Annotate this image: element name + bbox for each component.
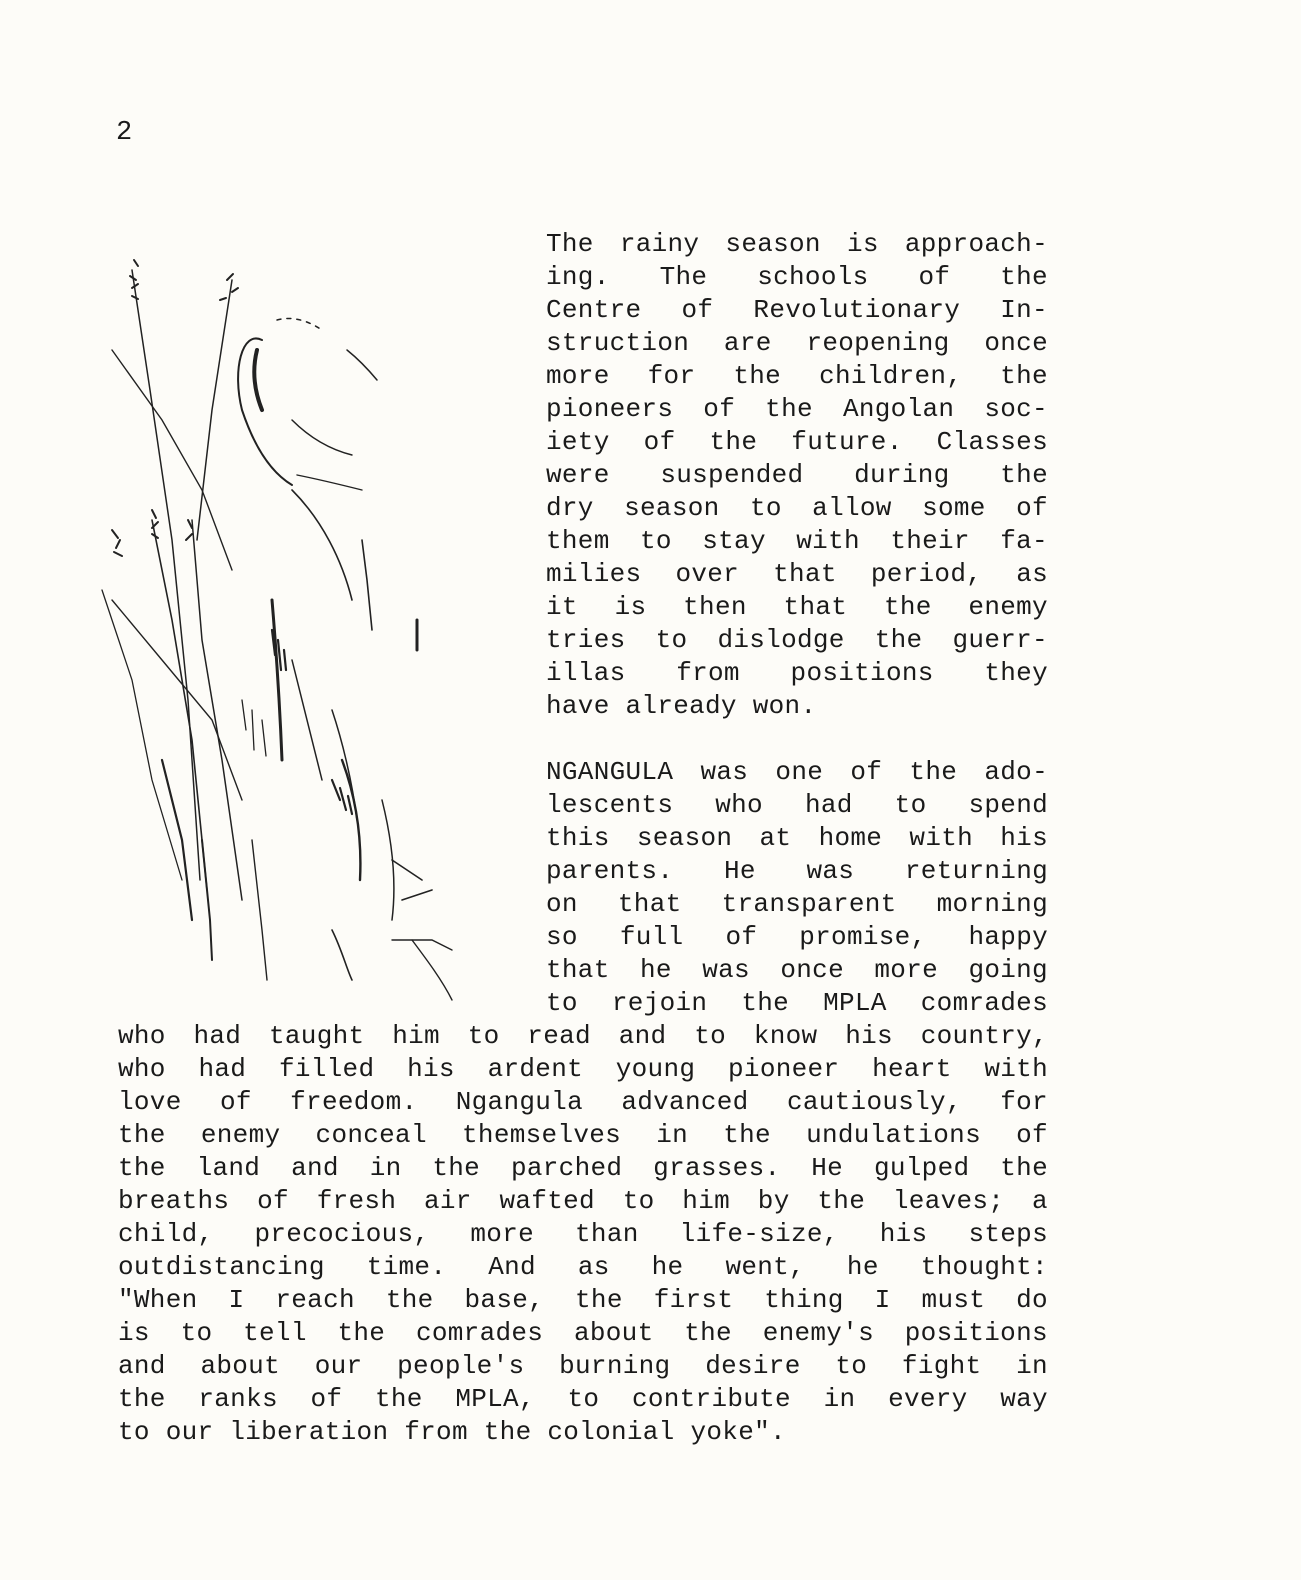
word: that bbox=[783, 592, 848, 622]
word: enemy bbox=[200, 1120, 281, 1150]
word: the bbox=[874, 625, 923, 655]
word: And bbox=[488, 1252, 536, 1282]
word: going bbox=[968, 955, 1048, 985]
word: to bbox=[640, 526, 672, 556]
word: they bbox=[984, 658, 1048, 688]
word: his bbox=[407, 1054, 455, 1084]
word: know bbox=[753, 1021, 818, 1051]
word: spend bbox=[968, 790, 1048, 820]
word: is bbox=[614, 592, 647, 622]
word: ing. bbox=[546, 262, 610, 292]
word: the bbox=[883, 592, 932, 622]
word: once bbox=[780, 955, 844, 985]
text-line bbox=[118, 1284, 1048, 1317]
word: He bbox=[723, 856, 756, 886]
text-line bbox=[546, 393, 1048, 426]
text-line bbox=[118, 1251, 1048, 1284]
word: one bbox=[775, 757, 824, 787]
word: ardent bbox=[487, 1054, 583, 1084]
word: lescents bbox=[546, 790, 674, 820]
word: that bbox=[617, 889, 682, 919]
text-line: have already won. bbox=[546, 691, 817, 721]
word: reopening bbox=[806, 328, 950, 358]
word: transparent bbox=[721, 889, 897, 919]
text-line bbox=[546, 822, 1048, 855]
word: Ngangula bbox=[455, 1087, 583, 1117]
word: the bbox=[741, 988, 790, 1018]
word: to bbox=[694, 1021, 727, 1051]
word: of bbox=[850, 757, 883, 787]
word: the bbox=[118, 1384, 166, 1414]
word: He bbox=[811, 1153, 844, 1183]
word: precocious, bbox=[254, 1219, 430, 1249]
word: outdistancing bbox=[118, 1252, 325, 1282]
word: undulations bbox=[806, 1120, 981, 1150]
word: was bbox=[806, 856, 855, 886]
word: people's bbox=[397, 1351, 525, 1381]
word: parched bbox=[510, 1153, 623, 1183]
word: more bbox=[546, 361, 610, 391]
word: period, bbox=[870, 559, 983, 589]
text-line bbox=[118, 1383, 1048, 1416]
word: MPLA, bbox=[455, 1384, 535, 1414]
word: enemy bbox=[968, 592, 1048, 622]
text-line bbox=[546, 228, 1048, 261]
word: happy bbox=[968, 922, 1048, 952]
word: of bbox=[1016, 1120, 1048, 1150]
page-number: 2 bbox=[116, 118, 133, 148]
word: first bbox=[653, 1285, 734, 1315]
word: in bbox=[1016, 1351, 1048, 1381]
word: him bbox=[392, 1021, 440, 1051]
text-line bbox=[118, 1317, 1048, 1350]
word: stay bbox=[702, 526, 766, 556]
word: a bbox=[1032, 1186, 1048, 1216]
word: gulped bbox=[873, 1153, 970, 1183]
word: his bbox=[879, 1219, 928, 1249]
word: more bbox=[874, 955, 939, 985]
word: the bbox=[385, 1285, 434, 1315]
word: are bbox=[723, 328, 772, 358]
word: to bbox=[467, 1021, 500, 1051]
word: schools bbox=[757, 262, 869, 292]
word: freedom. bbox=[290, 1087, 418, 1117]
word: land bbox=[196, 1153, 261, 1183]
word: to bbox=[622, 1186, 655, 1216]
word: allow bbox=[812, 493, 892, 523]
text-line bbox=[546, 327, 1048, 360]
word: positions bbox=[790, 658, 934, 688]
word: and bbox=[291, 1153, 339, 1183]
word: home bbox=[818, 823, 883, 853]
word: that bbox=[546, 955, 610, 985]
word: life-size, bbox=[679, 1219, 839, 1249]
word: country, bbox=[920, 1021, 1048, 1051]
word: comrades bbox=[920, 988, 1048, 1018]
word: steps bbox=[968, 1219, 1048, 1249]
word: grasses. bbox=[653, 1153, 781, 1183]
word: had bbox=[198, 1054, 247, 1084]
word: taught bbox=[269, 1021, 365, 1051]
word: over bbox=[675, 559, 740, 589]
word: had bbox=[804, 790, 853, 820]
word: was bbox=[702, 955, 750, 985]
text-line bbox=[546, 525, 1048, 558]
child-in-grass-illustration-icon bbox=[92, 240, 472, 1020]
word: advanced bbox=[621, 1087, 749, 1117]
word: who bbox=[118, 1021, 166, 1051]
word: themselves bbox=[462, 1120, 622, 1150]
word: promise, bbox=[799, 922, 927, 952]
word: he bbox=[846, 1252, 879, 1282]
word: do bbox=[1016, 1285, 1048, 1315]
word: he bbox=[651, 1252, 684, 1282]
word: fight bbox=[901, 1351, 982, 1381]
text-line bbox=[546, 789, 1048, 822]
text-line bbox=[546, 624, 1048, 657]
word: Centre bbox=[546, 295, 642, 325]
word: the bbox=[817, 1186, 866, 1216]
word: with bbox=[909, 823, 974, 853]
word: in bbox=[656, 1120, 689, 1150]
word: tries bbox=[546, 625, 626, 655]
word: to bbox=[894, 790, 927, 820]
word: I bbox=[228, 1285, 245, 1315]
word: breaths bbox=[118, 1186, 230, 1216]
word: dry bbox=[546, 493, 594, 523]
word: of bbox=[219, 1087, 252, 1117]
word: to bbox=[749, 493, 782, 523]
word: so bbox=[546, 922, 578, 952]
word: on bbox=[546, 889, 578, 919]
text-line bbox=[118, 1020, 1048, 1053]
word: way bbox=[1000, 1384, 1048, 1414]
word: The bbox=[546, 229, 594, 259]
word: NGANGULA bbox=[546, 757, 674, 787]
word: of bbox=[1016, 493, 1048, 523]
word: I bbox=[874, 1285, 891, 1315]
word: of bbox=[918, 262, 951, 292]
text-line bbox=[546, 360, 1048, 393]
word: morning bbox=[936, 889, 1048, 919]
word: Classes bbox=[936, 427, 1048, 457]
word: season bbox=[636, 823, 733, 853]
word: to bbox=[655, 625, 688, 655]
text-line bbox=[546, 921, 1048, 954]
word: suspended bbox=[660, 460, 804, 490]
text-line bbox=[546, 657, 1048, 690]
word: children, bbox=[819, 361, 963, 391]
word: child, bbox=[118, 1219, 214, 1249]
word: fresh bbox=[316, 1186, 397, 1216]
word: this bbox=[546, 823, 610, 853]
word: enemy's bbox=[762, 1318, 875, 1348]
word: the bbox=[1000, 460, 1048, 490]
word: MPLA bbox=[823, 988, 887, 1018]
word: of bbox=[310, 1384, 343, 1414]
word: fa- bbox=[1000, 526, 1048, 556]
text-line bbox=[546, 459, 1048, 492]
word: of bbox=[681, 295, 714, 325]
word: of bbox=[257, 1186, 289, 1216]
word: to bbox=[835, 1351, 868, 1381]
word: milies bbox=[546, 559, 642, 589]
word: that bbox=[773, 559, 837, 589]
word: dislodge bbox=[717, 625, 845, 655]
word: then bbox=[683, 592, 747, 622]
word: the bbox=[1000, 262, 1048, 292]
word: every bbox=[888, 1384, 968, 1414]
word: and bbox=[118, 1351, 166, 1381]
text-line bbox=[546, 855, 1048, 888]
text-line bbox=[546, 261, 1048, 294]
word: heart bbox=[872, 1054, 952, 1084]
word: it bbox=[546, 592, 578, 622]
word: returning bbox=[904, 856, 1048, 886]
word: by bbox=[757, 1186, 790, 1216]
word: the bbox=[118, 1120, 166, 1150]
word: base, bbox=[464, 1285, 545, 1315]
word: pioneers bbox=[546, 394, 674, 424]
text-line bbox=[546, 591, 1048, 624]
word: reach bbox=[275, 1285, 355, 1315]
word: guerr- bbox=[952, 625, 1048, 655]
word: parents. bbox=[546, 856, 674, 886]
word: air bbox=[424, 1186, 472, 1216]
word: is bbox=[118, 1318, 150, 1348]
word: pioneer bbox=[728, 1054, 840, 1084]
word: with bbox=[984, 1054, 1048, 1084]
word: to bbox=[180, 1318, 213, 1348]
word: ranks bbox=[198, 1384, 278, 1414]
word: his bbox=[1000, 823, 1048, 853]
word: season bbox=[624, 493, 720, 523]
word: desire bbox=[705, 1351, 801, 1381]
word: the bbox=[684, 1318, 732, 1348]
text-line bbox=[118, 1152, 1048, 1185]
word: Angolan bbox=[842, 394, 955, 424]
word: went, bbox=[725, 1252, 805, 1282]
text-line bbox=[118, 1218, 1048, 1251]
word: as bbox=[1016, 559, 1048, 589]
word: love bbox=[118, 1087, 182, 1117]
word: their bbox=[890, 526, 970, 556]
word: the bbox=[723, 1120, 771, 1150]
text-line bbox=[118, 1185, 1048, 1218]
word: the bbox=[432, 1153, 481, 1183]
word: and bbox=[618, 1021, 667, 1051]
word: for bbox=[1000, 1087, 1048, 1117]
word: season bbox=[725, 229, 821, 259]
word: the bbox=[1000, 1153, 1048, 1183]
word: he bbox=[640, 955, 672, 985]
word: The bbox=[659, 262, 708, 292]
text-line bbox=[118, 1119, 1048, 1152]
word: of bbox=[643, 427, 676, 457]
word: contribute bbox=[631, 1384, 791, 1414]
text-line bbox=[546, 426, 1048, 459]
word: positions bbox=[904, 1318, 1048, 1348]
text-line: to our liberation from the colonial yoke". bbox=[118, 1417, 786, 1447]
word: the bbox=[118, 1153, 166, 1183]
text-line bbox=[118, 1086, 1048, 1119]
word: must bbox=[921, 1285, 986, 1315]
word: to bbox=[567, 1384, 600, 1414]
word: cautiously, bbox=[786, 1087, 962, 1117]
word: in bbox=[369, 1153, 402, 1183]
text-line bbox=[118, 1053, 1048, 1086]
word: approach- bbox=[904, 229, 1048, 259]
text-line bbox=[546, 954, 1048, 987]
text-line bbox=[118, 1350, 1048, 1383]
word: more bbox=[470, 1219, 535, 1249]
word: with bbox=[796, 526, 860, 556]
text-line bbox=[546, 756, 1048, 789]
word: read bbox=[527, 1021, 591, 1051]
word: once bbox=[984, 328, 1048, 358]
word: wafted bbox=[499, 1186, 595, 1216]
text-line bbox=[546, 987, 1048, 1020]
word: illas bbox=[546, 658, 626, 688]
word: leaves; bbox=[892, 1186, 1005, 1216]
word: young bbox=[615, 1054, 696, 1084]
word: rainy bbox=[619, 229, 700, 259]
word: burning bbox=[559, 1351, 671, 1381]
word: who bbox=[715, 790, 763, 820]
word: our bbox=[314, 1351, 363, 1381]
word: as bbox=[577, 1252, 610, 1282]
text-line bbox=[546, 294, 1048, 327]
word: at bbox=[759, 823, 792, 853]
word: them bbox=[546, 526, 610, 556]
word: thing bbox=[764, 1285, 844, 1315]
word: from bbox=[676, 658, 740, 688]
word: had bbox=[193, 1021, 242, 1051]
word: Revolutionary bbox=[753, 295, 961, 325]
text-line bbox=[546, 888, 1048, 921]
word: soc- bbox=[984, 394, 1048, 424]
word: the bbox=[909, 757, 958, 787]
word: the bbox=[1000, 361, 1048, 391]
word: In- bbox=[1000, 295, 1048, 325]
word: some bbox=[922, 493, 986, 523]
word: of bbox=[703, 394, 736, 424]
word: was bbox=[700, 757, 749, 787]
word: thought: bbox=[920, 1252, 1048, 1282]
word: the bbox=[337, 1318, 386, 1348]
word: the bbox=[733, 361, 782, 391]
word: comrades bbox=[415, 1318, 544, 1348]
word: "When bbox=[118, 1285, 198, 1315]
word: about bbox=[200, 1351, 280, 1381]
word: conceal bbox=[315, 1120, 427, 1150]
word: full bbox=[619, 922, 684, 952]
word: in bbox=[823, 1384, 856, 1414]
word: were bbox=[546, 460, 610, 490]
text-line bbox=[546, 492, 1048, 525]
word: struction bbox=[546, 328, 690, 358]
word: ado- bbox=[984, 757, 1048, 787]
word: for bbox=[647, 361, 696, 391]
word: the bbox=[374, 1384, 423, 1414]
word: the bbox=[765, 394, 813, 424]
word: is bbox=[846, 229, 879, 259]
word: tell bbox=[243, 1318, 307, 1348]
word: the bbox=[709, 427, 758, 457]
word: who bbox=[118, 1054, 166, 1084]
word: future. bbox=[791, 427, 903, 457]
word: than bbox=[575, 1219, 639, 1249]
word: of bbox=[725, 922, 758, 952]
word: rejoin bbox=[611, 988, 708, 1018]
word: during bbox=[854, 460, 950, 490]
word: his bbox=[845, 1021, 893, 1051]
word: to bbox=[546, 988, 578, 1018]
word: time. bbox=[366, 1252, 447, 1282]
word: about bbox=[573, 1318, 654, 1348]
word: iety bbox=[546, 427, 610, 457]
word: him bbox=[682, 1186, 731, 1216]
word: the bbox=[575, 1285, 623, 1315]
text-line bbox=[546, 558, 1048, 591]
word: filled bbox=[278, 1054, 375, 1084]
